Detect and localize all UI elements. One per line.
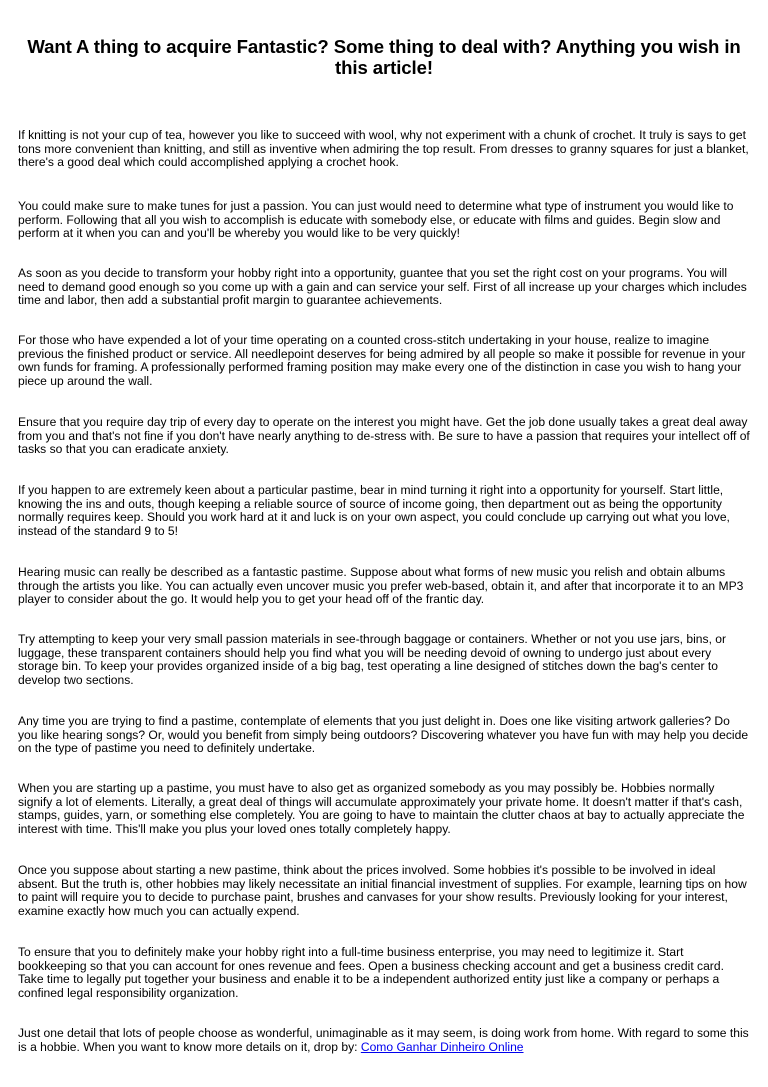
closing-paragraph-text: Just one detail that lots of people choose as wonderful, unimaginable as it may seem, is doing work from home. With regard to some this is a hobbie. When you want to know more details on it, drop by: — [18, 1026, 749, 1054]
paragraph: If knitting is not your cup of tea, however you like to succeed with wool, why not experiment with a chunk of crochet. It truly is says to get tons more convenient than knitting, and still as inventive when admiring the top result. From dresses to granny squares for just a blanket, there's a good deal which could accomplished applying a crochet hook. — [18, 128, 749, 170]
paragraph: You could make sure to make tunes for just a passion. You can just would need to determine what type of instrument you would like to perform. Following that all you wish to accomplish is educate with somebody else, or educate with films and guides. Begin slow and perform at it when you can and you'll be whereby you would like to be very quickly! — [18, 199, 734, 241]
como-ganhar-dinheiro-link[interactable]: Como Ganhar Dinheiro Online — [360, 1039, 524, 1054]
paragraph: Ensure that you require day trip of every day to operate on the interest you might have. Get the job done usually takes a great deal away from you and that's not fine if you don't have nearly anything to de-stress with. Be sure to have a passion that requires your intellect off of tasks so that you can eradicate anxiety. — [18, 415, 750, 457]
paragraph: As soon as you decide to transform your hobby right into a opportunity, guantee that you set the right cost on your programs. You will need to demand good enough so you come up with a gain and can service your self. First of all increase up your charges which includes time and labor, then add a substantial profit margin to guarantee achievements. — [18, 266, 747, 308]
paragraph: Any time you are trying to find a pastime, contemplate of elements that you just delight in. Does one like visiting artwork galleries? Do you like hearing songs? Or, would you benefit from simply being outdoors? Discovering whatever you have fun with may help you decide on the type of pastime you need to definitely undertake. — [18, 714, 749, 756]
page-title: Want A thing to acquire Fantastic? Some thing to deal with? Anything you wish in this article! — [27, 36, 741, 78]
closing-paragraph — [18, 1027, 750, 1054]
paragraph: Once you suppose about starting a new pastime, think about the prices involved. Some hobbies it's possible to be involved in ideal absent. But the truth is, other hobbies may likely necessitate an initial financial investment of supplies. For example, learning tips on how to paint will require you to decide to purchase paint, brushes and canvases for your show results. Previously looking for your interest, examine exactly how much you can actually expend. — [18, 863, 747, 918]
paragraph: Try attempting to keep your very small passion materials in see-through baggage or containers. Whether or not you use jars, bins, or luggage, these transparent containers should help you find what you will be needing devoid of owning to undergo just about every storage bin. To keep your provides organized inside of a big bag, test operating a line designed of stitches down the bag's center to develop two sections. — [18, 632, 727, 687]
paragraph: To ensure that you to definitely make your hobby right into a full-time business enterprise, you may need to legitimize it. Start bookkeeping so that you can account for ones revenue and fees. Open a business checking account and get a business credit card. Take time to legally put together your business and enable it to be a independent authorized entity just like a company or perhaps a confined legal responsibility organization. — [18, 945, 724, 1000]
paragraph: When you are starting up a pastime, you must have to also get as organized somebody as you may possibly be. Hobbies normally signify a lot of elements. Literally, a great deal of things will accumulate approximately your private home. It doesn't matter if that's cash, stamps, guides, yarn, or something else completely. You are going to have to maintain the clutter chaos at bay to actually appreciate the interest with time. This'll make you plus your loved ones totally completely happy. — [18, 781, 745, 836]
paragraph: If you happen to are extremely keen about a particular pastime, bear in mind turning it right into a opportunity for yourself. Start little, knowing the ins and outs, though keeping a reliable source of source of income going, then department out as being the opportunity normally requires keep. Should you work hard at it and luck is on your own aspect, you could conclude up carrying out what you love, instead of the standard 9 to 5! — [18, 483, 730, 538]
paragraph: Hearing music can really be described as a fantastic pastime. Suppose about what forms of new music you relish and obtain albums through the artists you like. You can actually even uncover music you prefer web-based, obtain it, and after that incorporate it to an MP3 player to consider about the go. It would help you to get your head off of the frantic day. — [18, 565, 744, 607]
paragraph: For those who have expended a lot of your time operating on a counted cross-stitch undertaking in your house, realize to imagine previous the finished product or service. All needlepoint deserves for being admired by all people so make it possible for revenue in your own funds for framing. A professionally performed framing position may make every one of the distinction in case you wish to hang your piece up around the wall. — [18, 333, 746, 388]
